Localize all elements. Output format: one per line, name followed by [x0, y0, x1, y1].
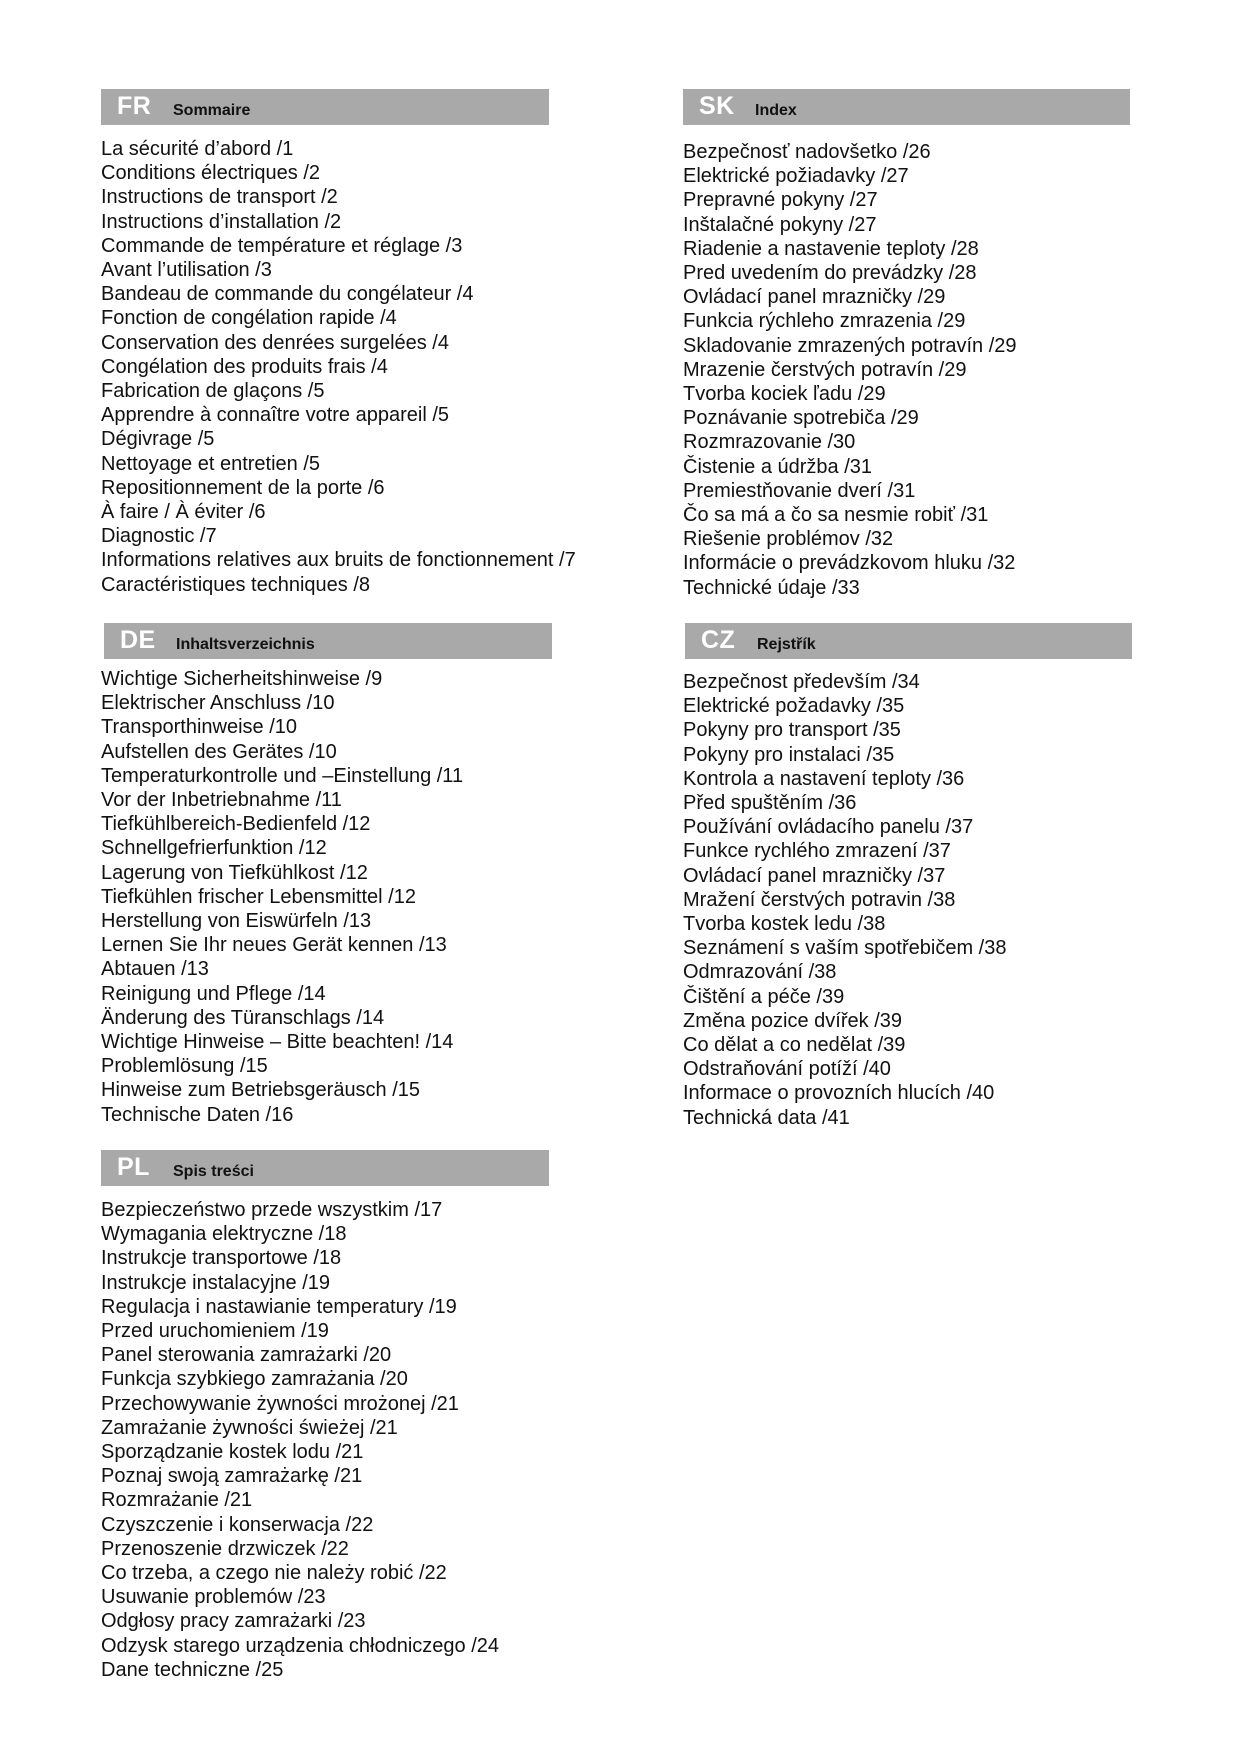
- toc-entry: Hinweise zum Betriebsgeräusch /15: [101, 1079, 421, 1102]
- toc-entry: Vor der Inbetriebnahme /11: [101, 789, 342, 812]
- toc-entry: Ovládací panel mrazničky /29: [683, 286, 946, 309]
- toc-entry: Congélation des produits frais /4: [101, 355, 388, 378]
- toc-entry: Commande de température et réglage /3: [101, 234, 463, 257]
- toc-entry: Seznámení s vaším spotřebičem /38: [683, 937, 1007, 960]
- toc-entry: Usuwanie problemów /23: [101, 1586, 326, 1609]
- toc-entry: Abtauen /13: [101, 958, 209, 981]
- section-header-de: [104, 623, 552, 659]
- toc-entry: Przechowywanie żywności mrożonej /21: [101, 1392, 459, 1415]
- toc-entry: Mražení čerstvých potravin /38: [683, 888, 956, 911]
- toc-entry: Zamrażanie żywności świeżej /21: [101, 1416, 398, 1439]
- toc-entry: Funkcia rýchleho zmrazenia /29: [683, 310, 966, 333]
- toc-entry: Problemlösung /15: [101, 1055, 268, 1078]
- toc-entry: Conditions électriques /2: [101, 162, 321, 185]
- toc-entry: Prepravné pokyny /27: [683, 189, 878, 212]
- toc-entry: Pokyny pro transport /35: [683, 719, 901, 742]
- toc-list-fr: [101, 137, 576, 597]
- toc-entry: Wichtige Sicherheitshinweise /9: [101, 668, 383, 690]
- toc-entry: Čistenie a údržba /31: [683, 455, 873, 478]
- toc-entry: Sporządzanie kostek lodu /21: [101, 1441, 364, 1464]
- toc-entry: Riadenie a nastavenie teploty /28: [683, 237, 979, 260]
- toc-entry: Instrukcje instalacyjne /19: [101, 1271, 331, 1294]
- toc-entry: Wichtige Hinweise – Bitte beachten! /14: [101, 1031, 454, 1054]
- toc-entry: Odmrazování /38: [683, 961, 837, 984]
- toc-entry: Elektrischer Anschluss /10: [101, 692, 335, 715]
- toc-entry: Ovládací panel mrazničky /37: [683, 864, 946, 887]
- section-title: Inhaltsverzeichnis: [176, 636, 315, 653]
- toc-entry: Instrukcje transportowe /18: [101, 1247, 342, 1270]
- toc-entry: Dane techniczne /25: [101, 1658, 284, 1681]
- toc-list-cz: [683, 670, 1006, 1130]
- toc-entry: Používání ovládacího panelu /37: [683, 816, 974, 839]
- toc-entry: Inštalačné pokyny /27: [683, 213, 877, 236]
- toc-entry: Kontrola a nastavení teploty /36: [683, 767, 965, 790]
- language-code: FR: [117, 92, 152, 120]
- toc-entry: Instructions de transport /2: [101, 186, 338, 209]
- toc-entry: Panel sterowania zamrażarki /20: [101, 1344, 392, 1367]
- toc-entry: Co trzeba, a czego nie należy robić /22: [101, 1562, 447, 1585]
- section-header-cz: [685, 623, 1132, 659]
- toc-entry: Fonction de congélation rapide /4: [101, 307, 397, 330]
- toc-entry: Technická data /41: [683, 1106, 850, 1129]
- toc-entry: Poznávanie spotrebiča /29: [683, 407, 919, 430]
- section-header-pl: [101, 1150, 549, 1186]
- toc-entry: Elektrické požiadavky /27: [683, 165, 909, 188]
- toc-entry: Tvorba kostek ledu /38: [683, 913, 886, 936]
- toc-entry: Dégivrage /5: [101, 428, 215, 451]
- toc-entry: Änderung des Türanschlags /14: [101, 1006, 385, 1029]
- toc-entry: Przed uruchomieniem /19: [101, 1320, 329, 1343]
- toc-entry: Reinigung und Pflege /14: [101, 982, 326, 1005]
- toc-entry: Regulacja i nastawianie temperatury /19: [101, 1295, 457, 1318]
- language-code: CZ: [701, 626, 736, 654]
- toc-list-pl: [101, 1198, 499, 1682]
- toc-entry: Repositionnement de la porte /6: [101, 476, 385, 499]
- section-header-sk: [683, 89, 1130, 125]
- toc-entry: Riešenie problémov /32: [683, 528, 894, 551]
- toc-entry: Technische Daten /16: [101, 1103, 294, 1126]
- toc-entry: À faire / À éviter /6: [101, 501, 266, 524]
- toc-entry: Mrazenie čerstvých potravín /29: [683, 358, 967, 381]
- toc-entry: Apprendre à connaître votre appareil /5: [101, 404, 449, 427]
- toc-entry: Tvorba kociek ľadu /29: [683, 383, 886, 406]
- toc-entry: Před spuštěním /36: [683, 792, 857, 815]
- toc-entry: Nettoyage et entretien /5: [101, 452, 321, 475]
- toc-entry: Odstraňování potíží /40: [683, 1058, 891, 1081]
- section-title: Spis treści: [173, 1163, 254, 1180]
- toc-entry: Instructions d’installation /2: [101, 210, 342, 233]
- language-code: DE: [120, 626, 156, 654]
- toc-entry: Skladovanie zmrazených potravín /29: [683, 334, 1017, 357]
- toc-entry: La sécurité d’abord /1: [101, 138, 294, 160]
- toc-entry: Temperaturkontrolle und –Einstellung /11: [101, 764, 464, 787]
- section-title: Sommaire: [173, 102, 251, 119]
- toc-entry: Čo sa má a čo sa nesmie robiť /31: [683, 504, 989, 527]
- section-title: Rejstřík: [757, 636, 816, 653]
- toc-list-sk: [683, 140, 1017, 600]
- toc-entry: Wymagania elektryczne /18: [101, 1223, 347, 1246]
- toc-entry: Rozmrażanie /21: [101, 1489, 253, 1512]
- toc-entry: Herstellung von Eiswürfeln /13: [101, 910, 372, 933]
- toc-entry: Funkce rychlého zmrazení /37: [683, 840, 951, 863]
- toc-entry: Odgłosy pracy zamrażarki /23: [101, 1610, 366, 1633]
- toc-entry: Odzysk starego urządzenia chłodniczego /24: [101, 1634, 500, 1657]
- toc-entry: Caractéristiques techniques /8: [101, 573, 371, 596]
- toc-entry: Premiestňovanie dverí /31: [683, 479, 916, 502]
- toc-entry: Bezpieczeństwo przede wszystkim /17: [101, 1199, 443, 1221]
- toc-entry: Conservation des denrées surgelées /4: [101, 331, 449, 354]
- toc-entry: Transporthinweise /10: [101, 716, 298, 739]
- section-title: Index: [755, 102, 797, 119]
- toc-entry: Tiefkühlbereich-Bedienfeld /12: [101, 813, 371, 836]
- language-code: PL: [117, 1153, 150, 1181]
- toc-entry: Czyszczenie i konserwacja /22: [101, 1513, 374, 1536]
- toc-entry: Przenoszenie drzwiczek /22: [101, 1537, 349, 1560]
- toc-entry: Bezpečnost především /34: [683, 671, 920, 693]
- toc-entry: Změna pozice dvířek /39: [683, 1009, 902, 1032]
- toc-entry: Technické údaje /33: [683, 576, 860, 599]
- toc-entry: Diagnostic /7: [101, 525, 217, 548]
- toc-entry: Lernen Sie Ihr neues Gerät kennen /13: [101, 934, 447, 957]
- toc-entry: Fabrication de glaçons /5: [101, 380, 325, 403]
- toc-entry: Informations relatives aux bruits de fonctionnement /7: [101, 549, 576, 572]
- toc-entry: Pokyny pro instalaci /35: [683, 743, 895, 766]
- toc-entry: Lagerung von Tiefkühlkost /12: [101, 861, 368, 884]
- toc-entry: Pred uvedením do prevádzky /28: [683, 262, 977, 285]
- toc-entry: Avant l’utilisation /3: [101, 259, 272, 282]
- toc-entry: Rozmrazovanie /30: [683, 431, 856, 454]
- section-header-fr: [101, 89, 549, 125]
- toc-entry: Aufstellen des Gerätes /10: [101, 740, 337, 763]
- toc-entry: Informácie o prevádzkovom hluku /32: [683, 552, 1016, 575]
- toc-entry: Funkcja szybkiego zamrażania /20: [101, 1368, 408, 1391]
- toc-entry: Informace o provozních hlucích /40: [683, 1082, 995, 1105]
- toc-entry: Bezpečnosť nadovšetko /26: [683, 141, 931, 163]
- toc-entry: Elektrické požadavky /35: [683, 695, 905, 718]
- toc-list-de: [101, 667, 463, 1127]
- language-code: SK: [699, 92, 735, 120]
- toc-entry: Co dělat a co nedělat /39: [683, 1034, 906, 1057]
- toc-entry: Poznaj swoją zamrażarkę /21: [101, 1465, 363, 1488]
- toc-entry: Čištění a péče /39: [683, 985, 845, 1008]
- toc-entry: Tiefkühlen frischer Lebensmittel /12: [101, 885, 416, 908]
- toc-entry: Bandeau de commande du congélateur /4: [101, 283, 474, 306]
- toc-entry: Schnellgefrierfunktion /12: [101, 837, 327, 860]
